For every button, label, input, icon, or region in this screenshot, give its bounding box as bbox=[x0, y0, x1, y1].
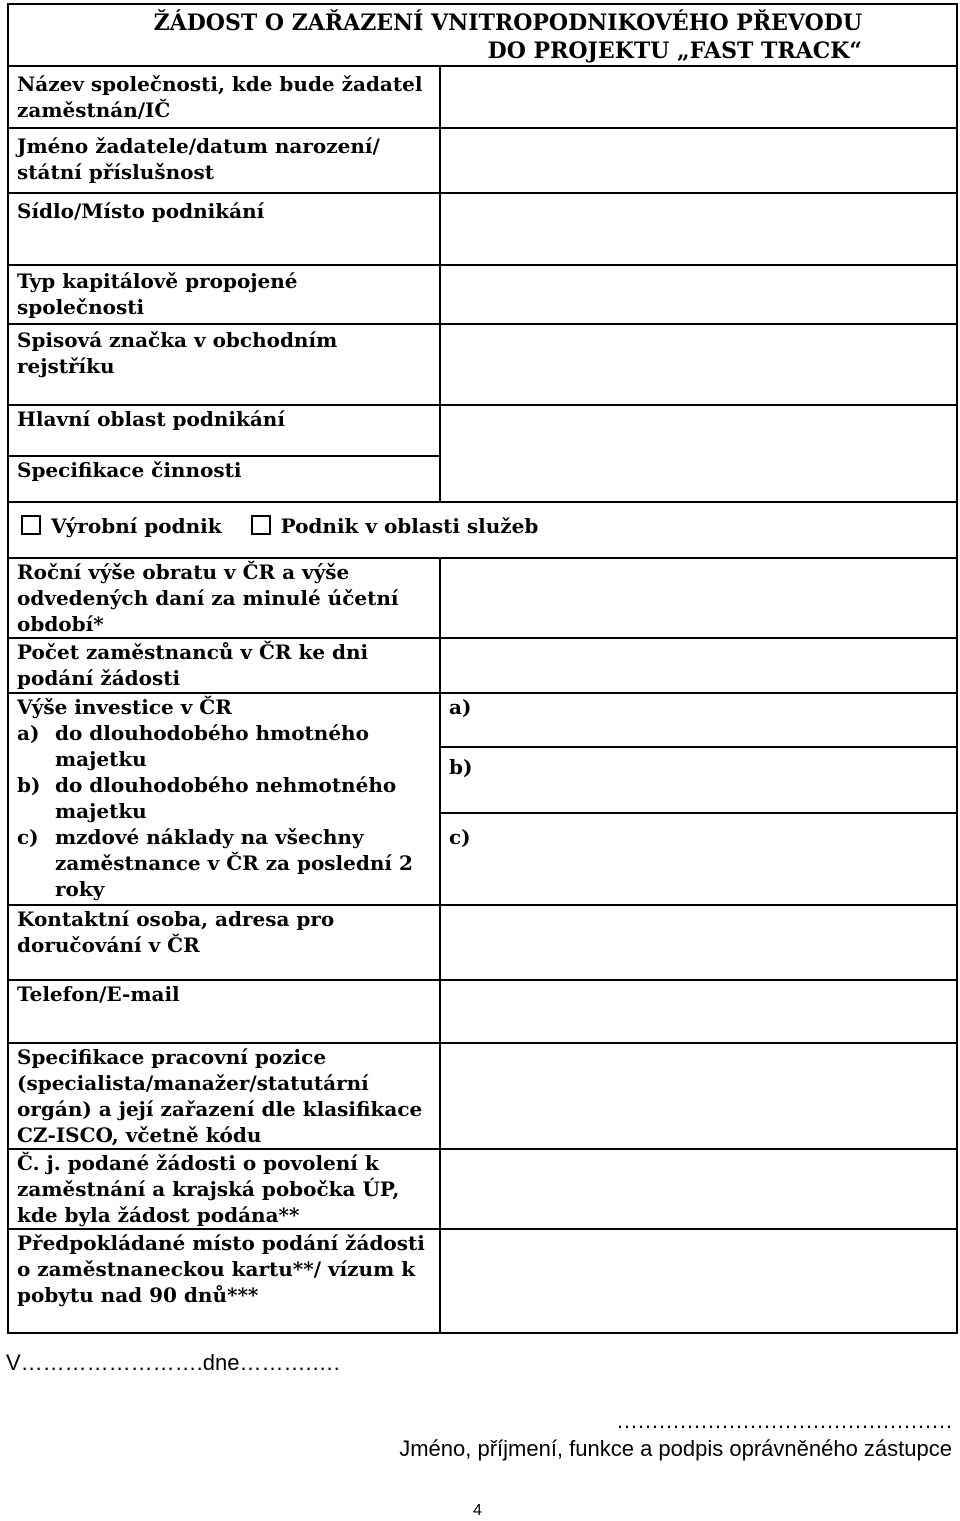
investment-list bbox=[17, 720, 431, 902]
input-investment-a[interactable] bbox=[441, 694, 956, 748]
input-permit-ref[interactable] bbox=[440, 1149, 957, 1229]
company-type-row bbox=[8, 502, 957, 558]
input-seat[interactable] bbox=[440, 193, 957, 265]
checkbox-manufacturing[interactable] bbox=[21, 515, 41, 535]
form-title-line2: DO PROJEKTU „FAST TRACK“ bbox=[487, 38, 863, 64]
page-number: 4 bbox=[473, 1502, 482, 1519]
input-phone-email[interactable] bbox=[440, 980, 957, 1043]
input-employees[interactable] bbox=[440, 638, 957, 693]
application-form bbox=[7, 3, 958, 1334]
investment-value-c: c) bbox=[449, 825, 471, 849]
input-applicant-name[interactable] bbox=[440, 128, 957, 193]
label-applicant-name: Jméno žadatele/datum narození/ státní příslušnost bbox=[8, 128, 440, 193]
investment-values-cell bbox=[440, 693, 957, 905]
label-main-area: Hlavní oblast podnikání bbox=[8, 405, 440, 456]
input-company-name[interactable] bbox=[440, 66, 957, 128]
input-file-number[interactable] bbox=[440, 324, 957, 405]
investment-text-a: do dlouhodobého hmotného majetku bbox=[55, 721, 369, 771]
label-capital-type: Typ kapitálově propojené společnosti bbox=[8, 265, 440, 324]
investment-text-b: do dlouhodobého nehmotného majetku bbox=[55, 773, 397, 823]
input-turnover[interactable] bbox=[440, 558, 957, 638]
input-investment-b[interactable] bbox=[441, 748, 956, 814]
form-title bbox=[8, 4, 957, 66]
checkbox-services-item bbox=[247, 513, 539, 539]
form-title-line1: ŽÁDOST O ZAŘAZENÍ VNITROPODNIKOVÉHO PŘEVODU bbox=[153, 10, 863, 36]
investment-marker-b: b) bbox=[17, 773, 41, 797]
investment-value-a: a) bbox=[449, 695, 472, 719]
input-position-spec[interactable] bbox=[440, 1043, 957, 1149]
input-submission-place[interactable] bbox=[440, 1229, 957, 1333]
label-employees: Počet zaměstnanců v ČR ke dni podání žádosti bbox=[8, 638, 440, 693]
checkbox-manufacturing-label: Výrobní podnik bbox=[51, 514, 222, 538]
investment-marker-a: a) bbox=[17, 721, 40, 745]
checkbox-services-label: Podnik v oblasti služeb bbox=[280, 514, 539, 538]
label-investment: Výše investice v ČR bbox=[17, 695, 232, 719]
input-contact-person[interactable] bbox=[440, 905, 957, 980]
label-position-spec: Specifikace pracovní pozice (specialista/manažer/statutární orgán) a její zařazení dle klasifikace CZ-ISCO, včetně kódu bbox=[8, 1043, 440, 1149]
label-company-name: Název společnosti, kde bude žadatel zaměstnán/IČ bbox=[8, 66, 440, 128]
investment-item-a bbox=[17, 720, 431, 772]
label-seat: Sídlo/Místo podnikání bbox=[8, 193, 440, 265]
investment-marker-c: c) bbox=[17, 825, 39, 849]
label-turnover: Roční výše obratu v ČR a výše odvedených daní za minulé účetní období* bbox=[8, 558, 440, 638]
investment-item-c bbox=[17, 824, 431, 902]
label-contact-person: Kontaktní osoba, adresa pro doručování v ČR bbox=[8, 905, 440, 980]
label-phone-email: Telefon/E-mail bbox=[8, 980, 440, 1043]
signature-caption: Jméno, příjmení, funkce a podpis oprávněného zástupce bbox=[399, 1436, 952, 1461]
investment-item-b bbox=[17, 772, 431, 824]
label-file-number: Spisová značka v obchodním rejstříku bbox=[8, 324, 440, 405]
investment-value-b: b) bbox=[449, 755, 473, 779]
investment-text-c: mzdové náklady na všechny zaměstnance v ČR za poslední 2 roky bbox=[55, 825, 413, 901]
label-activity-spec: Specifikace činnosti bbox=[8, 456, 440, 502]
input-capital-type[interactable] bbox=[440, 265, 957, 324]
checkbox-manufacturing-item bbox=[17, 513, 222, 539]
place-date-line[interactable]: V…………………….dne……….…. bbox=[6, 1350, 340, 1375]
input-main-area[interactable] bbox=[440, 405, 957, 502]
signature-line[interactable]: ………………………………………… bbox=[616, 1408, 952, 1433]
label-permit-ref: Č. j. podané žádosti o povolení k zaměstnání a krajská pobočka ÚP, kde byla žádost podána** bbox=[8, 1149, 440, 1229]
label-submission-place: Předpokládané místo podání žádosti o zaměstnaneckou kartu**/ vízum k pobytu nad 90 dnů*** bbox=[8, 1229, 440, 1333]
investment-label-cell bbox=[8, 693, 440, 905]
checkbox-services[interactable] bbox=[251, 515, 271, 535]
input-investment-c[interactable] bbox=[441, 814, 956, 904]
